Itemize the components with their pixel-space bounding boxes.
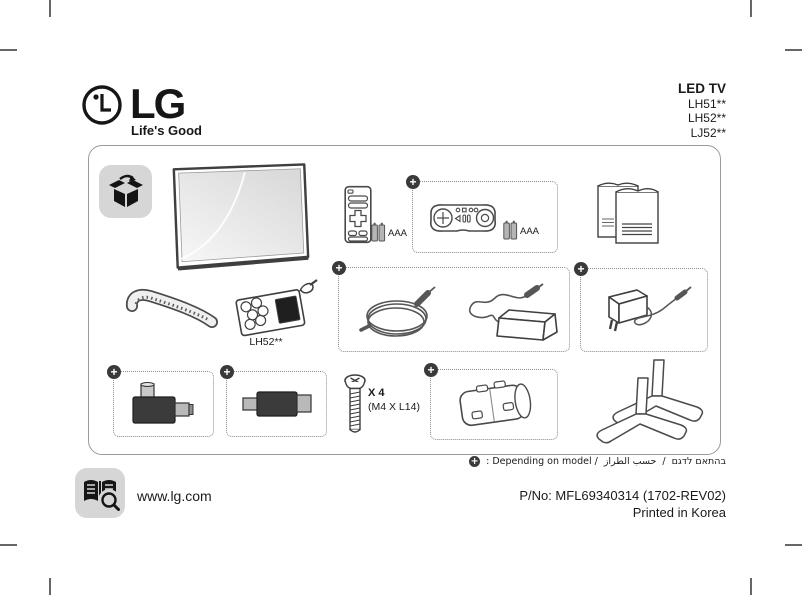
remote-control-illustration [344, 185, 372, 244]
note-separator: / [659, 456, 669, 467]
model-dependent-plus-badge: + [574, 262, 588, 276]
crop-mark-br-v [750, 578, 752, 595]
book-magnifier-icon [75, 468, 125, 518]
model-line: LJ52** [690, 125, 726, 140]
brand-wordmark: LG [130, 80, 185, 127]
printed-in: Printed in Korea [632, 504, 726, 520]
ferrite-core-option-box [427, 363, 558, 440]
aaa-batteries-icon [371, 222, 386, 242]
website-url: www.lg.com [137, 488, 212, 504]
note-text-en: : Depending on model / [483, 456, 601, 467]
brand-tagline: Life's Good [131, 123, 202, 138]
crop-mark-br-h [785, 544, 802, 546]
wall-plug-adapter-illustration [593, 281, 697, 343]
coiled-cable-illustration [355, 282, 439, 344]
screw-spec-block [368, 386, 420, 414]
model-line: LH51** [687, 96, 726, 111]
crop-mark-tr-h [785, 49, 802, 51]
crop-mark-tr-v [750, 0, 752, 17]
aaa-batteries-icon [503, 220, 518, 240]
wall-adapter-option-box [577, 262, 708, 352]
model-dependent-plus-badge: + [406, 175, 420, 189]
crop-mark-bl-v [49, 578, 51, 595]
lg-logo-icon [80, 83, 124, 127]
screw-quantity-label: X 4 [368, 387, 385, 399]
magic-remote-option-box [409, 175, 558, 253]
screw-size-label: (M4 X L14) [368, 401, 420, 413]
straight-adapter-illustration [241, 385, 313, 423]
angle-adapter-option-box [110, 365, 214, 437]
manual-booklets-illustration [596, 179, 660, 245]
crop-mark-bl-h [0, 544, 17, 546]
battery-size-label: AAA [520, 226, 540, 237]
plus-circle-icon: + [470, 455, 479, 467]
depending-on-model-note [469, 456, 726, 467]
av-control-box-illustration [230, 278, 318, 340]
model-dependent-plus-badge: + [332, 261, 346, 275]
tv-illustration [167, 160, 313, 272]
model-list [678, 82, 726, 140]
power-adapter-illustration [447, 280, 565, 346]
crop-mark-tl-v [49, 0, 51, 17]
model-dependent-plus-badge: + [107, 365, 121, 379]
part-number: P/No: MFL69340314 (1702-REV02) [519, 488, 726, 503]
right-angle-adapter-illustration [129, 381, 199, 427]
straight-adapter-option-box [223, 365, 327, 437]
battery-size-label: AAA [388, 228, 408, 239]
av-device-model-label: LH52** [249, 336, 283, 348]
stand-rear-bar-illustration [124, 285, 219, 332]
tv-stand-illustration [582, 358, 720, 448]
print-info-block [519, 488, 726, 521]
note-text-he: בהתאם לדגם [671, 456, 726, 467]
open-box-icon [99, 165, 152, 218]
note-text-ar: حسب الطراز [603, 456, 657, 467]
model-line: LH52** [687, 111, 726, 125]
ferrite-core-illustration [447, 376, 541, 434]
crop-mark-tl-h [0, 49, 17, 51]
product-type: LED TV [677, 81, 726, 96]
cables-option-box [335, 261, 570, 352]
magic-remote-illustration [424, 200, 502, 236]
model-dependent-plus-badge: + [220, 365, 234, 379]
screw-illustration [343, 373, 367, 435]
model-dependent-plus-badge: + [424, 363, 438, 377]
